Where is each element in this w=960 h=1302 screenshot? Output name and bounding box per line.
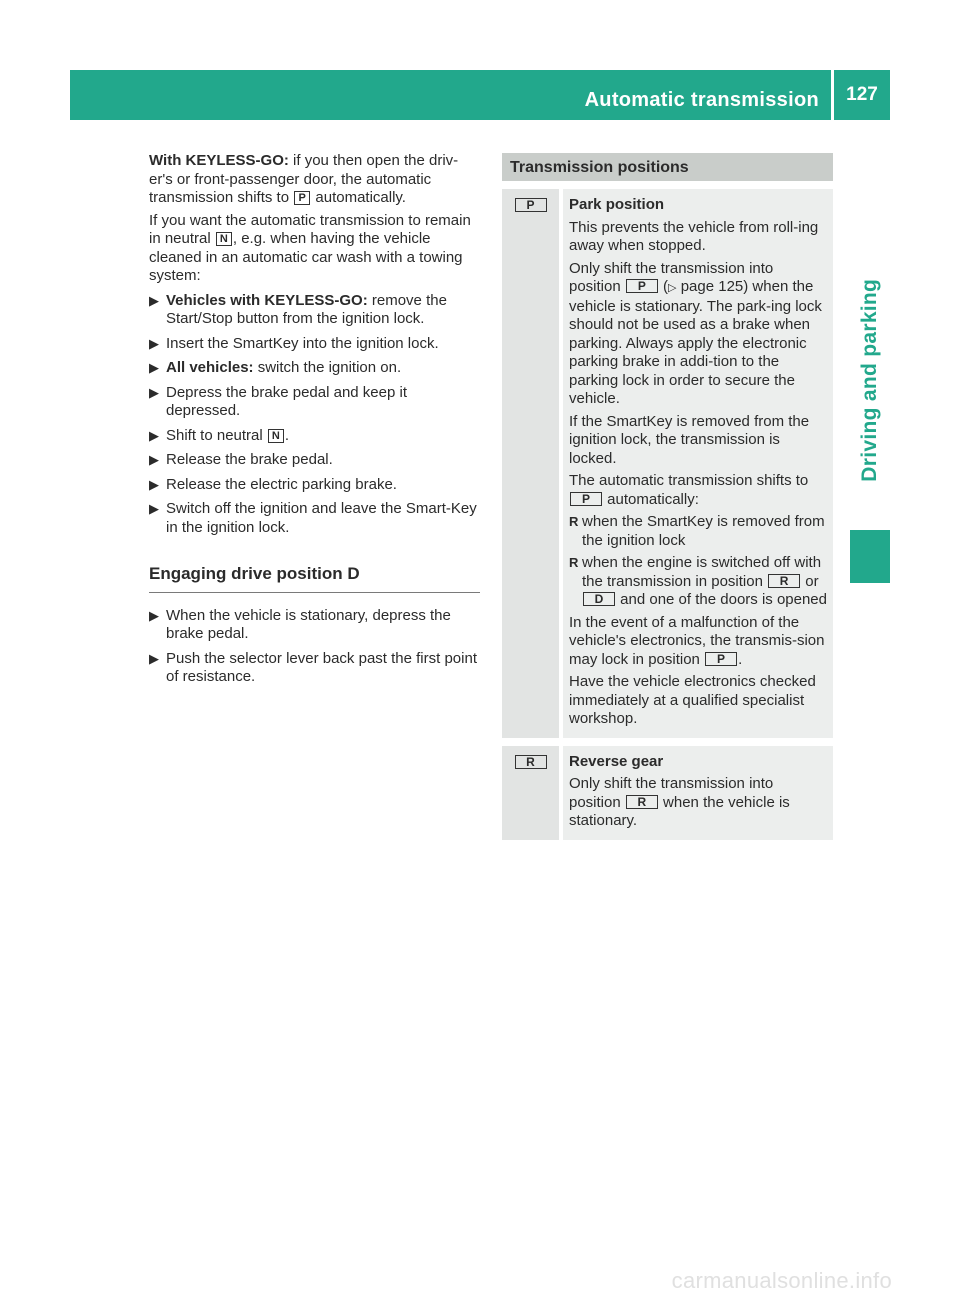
step-text: Depress the brake pedal and keep it depressed.: [166, 383, 407, 419]
table-body-cell: [563, 189, 833, 738]
neutral-text-end: , e.g. when having the vehicle cleaned in an automatic car wash with a towing system:: [149, 230, 463, 284]
step: [149, 292, 479, 329]
row-text: This prevents the vehicle from roll-ing away when stopped.: [569, 218, 819, 254]
step: [149, 607, 479, 644]
step-arrow-icon: ▶: [149, 607, 159, 623]
step: [149, 650, 479, 687]
step-text: remove the Start/Stop button from the ignition lock.: [166, 291, 447, 327]
row-title: Reverse gear: [569, 752, 664, 770]
watermark: carmanualsonline.info: [671, 1267, 892, 1293]
gear-key-d: D: [583, 592, 615, 606]
table-key-cell: [502, 746, 559, 840]
table-row-park: [502, 189, 833, 738]
step: [149, 500, 479, 537]
step: [149, 335, 479, 354]
chapter-marker: [850, 530, 890, 583]
row-text-part: ) when the vehicle is stationary. The park-ing lock should not be used as a brake when parking. Always apply the electronic parking brake in addi-tion to the parking lock in order to secure the vehicle.: [569, 278, 822, 407]
gear-key-r: R: [515, 755, 547, 769]
row-text-part: Only shift the transmission into position: [569, 259, 774, 295]
table-key-cell: [502, 189, 559, 738]
gear-key-p: P: [515, 198, 547, 212]
intro-text: if you then open the driv-er's or front-passenger door, the automatic transmission shifts to: [149, 152, 459, 206]
bullet-icon: R: [569, 514, 579, 529]
gear-key-p: P: [294, 191, 310, 205]
step-text: Release the brake pedal.: [166, 451, 333, 468]
step-bold: Vehicles with KEYLESS-GO:: [166, 291, 368, 309]
step: [149, 451, 479, 470]
step-arrow-icon: ▶: [149, 452, 159, 467]
gear-key-r: R: [626, 795, 658, 809]
step: [149, 384, 479, 421]
row-text: Only shift the transmission into position P (▷ page 125) when the vehicle is stationary. The park-ing lock should not be used as a brake when parking. Always apply the electronic parking brake in addi-tion to the parking lock in order to secure the vehicle.: [569, 259, 822, 407]
step-text: Switch off the ignition and leave the Smart-Key in the ignition lock.: [166, 500, 477, 536]
row-text-part: .: [738, 650, 743, 668]
transmission-table: [502, 153, 833, 840]
row-text-part: automatically:: [603, 490, 699, 508]
gear-key-n: N: [216, 232, 232, 246]
row-text: If the SmartKey is removed from the ignition lock, the transmission is locked.: [569, 412, 810, 467]
intro-bold: With KEYLESS-GO:: [149, 152, 289, 169]
step: [149, 427, 479, 446]
step-text: Insert the SmartKey into the ignition lock.: [166, 334, 439, 352]
row-text: [569, 472, 827, 509]
row-text-part: In the event of a malfunction of the vehicle's electronics, the transmis-sion may lock in position: [569, 613, 825, 668]
step-arrow-icon: ▶: [149, 360, 159, 375]
chapter-tab: [850, 270, 890, 490]
step-arrow-icon: ▶: [149, 650, 159, 666]
neutral-paragraph: [149, 212, 479, 286]
header-bar: [70, 70, 831, 120]
list-item: [569, 554, 827, 610]
step-text: Shift to neutral: [166, 426, 267, 444]
page-reference-link[interactable]: page 125: [680, 278, 744, 295]
list-item-text: when the engine is switched off with the transmission in position: [582, 554, 822, 590]
list-item: [569, 513, 827, 550]
page-ref-arrow-icon: ▷: [668, 282, 677, 294]
bullet-icon: R: [569, 555, 579, 570]
step-arrow-icon: ▶: [149, 335, 159, 351]
row-text-part: The automatic transmission shifts to: [569, 472, 809, 489]
step-text: Push the selector lever back past the first point of resistance.: [166, 649, 477, 685]
gear-key-p: P: [705, 652, 737, 666]
intro-text-end: automatically.: [311, 189, 406, 206]
step-bold: All vehicles:: [166, 359, 254, 376]
gear-key-p: P: [626, 279, 658, 293]
row-text: [569, 614, 827, 670]
neutral-text: If you want the automatic transmission to remain in neutral: [149, 211, 471, 247]
table-title: Transmission positions: [502, 153, 833, 181]
table-row-reverse: [502, 746, 833, 840]
list-item-text: or: [801, 572, 819, 590]
gear-key-p: P: [570, 492, 602, 506]
chapter-tab-label: Driving and parking: [857, 278, 881, 482]
page-number: 127: [834, 70, 890, 120]
step-text: switch the ignition on.: [253, 359, 402, 376]
table-body-cell: [563, 746, 833, 840]
step-arrow-icon: ▶: [149, 427, 159, 443]
section-title: Automatic transmission: [584, 89, 819, 111]
row-text-part: Only shift the transmission into position: [569, 775, 774, 811]
left-column: [149, 152, 479, 693]
list-item-text: when the SmartKey is removed from the ignition lock: [582, 513, 825, 549]
row-title: Park position: [569, 196, 665, 213]
gear-key-n: N: [268, 429, 284, 443]
row-text: Have the vehicle electronics checked immediately at a qualified specialist workshop.: [569, 673, 816, 727]
step-arrow-icon: ▶: [149, 292, 159, 308]
intro-paragraph: [149, 152, 479, 208]
row-text-part: when the vehicle is stationary.: [569, 793, 790, 829]
step-text: Release the electric parking brake.: [166, 475, 397, 493]
step: [149, 476, 479, 495]
row-text: [569, 775, 827, 831]
step-text-end: .: [284, 426, 290, 444]
step: [149, 359, 479, 378]
step-arrow-icon: ▶: [149, 501, 159, 516]
list-item-text: and one of the doors is opened: [616, 591, 827, 608]
step-arrow-icon: ▶: [149, 384, 159, 400]
section-heading: Engaging drive position D: [149, 565, 480, 593]
step-text: When the vehicle is stationary, depress the brake pedal.: [166, 606, 451, 642]
step-arrow-icon: ▶: [149, 476, 159, 492]
gear-key-r: R: [768, 574, 800, 588]
